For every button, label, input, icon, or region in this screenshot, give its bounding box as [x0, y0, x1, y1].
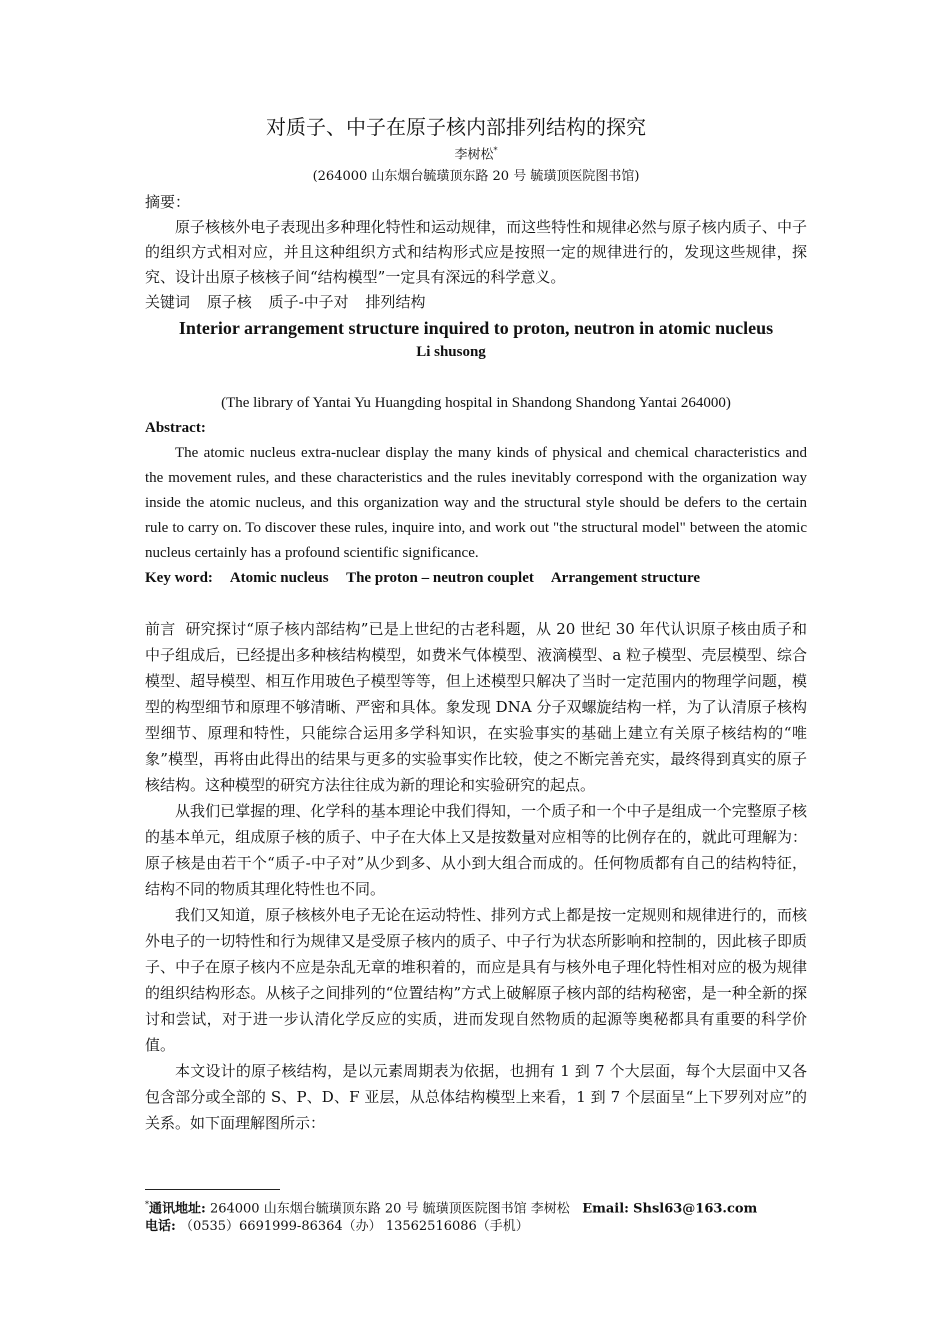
- footnote-divider: [145, 1189, 280, 1190]
- footnote-email: Shsl63@163.com: [633, 1201, 758, 1217]
- footnote: [145, 1196, 825, 1236]
- cn-abstract-label: 摘要：: [145, 193, 191, 212]
- cn-author: [145, 142, 807, 164]
- en-keyword: Arrangement structure: [550, 570, 701, 587]
- en-keywords: [145, 566, 807, 591]
- cn-keyword: 原子核: [206, 293, 252, 312]
- paper-page: [145, 112, 807, 1136]
- footnote-mark: *: [145, 1200, 149, 1209]
- footnote-phone: （0535）6691999-86364（办） 13562516086（手机）: [179, 1219, 529, 1235]
- cn-title: 对质子、中子在原子核内部排列结构的探究: [266, 115, 646, 139]
- footnote-phone-line: [145, 1218, 825, 1236]
- en-affiliation: (The library of Yantai Yu Huangding hospital in Shandong Shandong Yantai 264000): [221, 395, 731, 412]
- preface-text: 研究探讨“原子核内部结构”已是上世纪的古老科题，从 20 世纪 30 年代认识原子核由质子和中子组成后，已经提出多种核结构模型，如费米气体模型、液滴模型、a 粒子模型、壳层模型、综合模型、超导模型、相互作用玻色子模型等等，但上述模型只解决了当时一定范围内的物理学问题，模型的构型细节和原理不够清晰、严密和具体。象发现 DNA 分子双螺旋结构一样，为了认清原子核构型细节、原理和特性，只能综合运用多学科知识，在实验事实的基础上建立有关原子核结构的“唯象”模型，再将由此得出的结果与更多的实验事实作比较，使之不断完善充实，最终得到真实的原子核结构。这种模型的研究方法往往成为新的理论和实验研究的起点。: [145, 620, 807, 795]
- section-spacer: [145, 591, 807, 616]
- en-abstract-label: Abstract:: [145, 420, 206, 437]
- cn-keyword: 质子-中子对: [268, 293, 349, 312]
- en-author: Li shusong: [416, 344, 486, 361]
- footnote-address-label: 通讯地址:: [149, 1201, 206, 1217]
- cn-affiliation: (264000 山东烟台毓璜顶东路 20 号 毓璜顶医院图书馆): [312, 169, 640, 185]
- body-paragraph: 从我们已掌握的理、化学科的基本理论中我们得知，一个质子和一个中子是组成一个完整原子核的基本单元，组成原子核的质子、中子在大体上又是按数量对应相等的比例存在的，就此可理解为：原子核是由若干个“质子-中子对”从少到多、从小到大组合而成的。任何物质都有自己的结构特征，结构不同的物质其理化特性也不同。: [145, 802, 807, 899]
- cn-keywords: [145, 290, 807, 315]
- cn-keywords-label: 关键词: [145, 293, 191, 312]
- footnote-address: 264000 山东烟台毓璜顶东路 20 号 毓璜顶医院图书馆 李树松: [209, 1201, 570, 1217]
- footnote-address-line: [145, 1196, 825, 1218]
- en-abstract: The atomic nucleus extra-nuclear display the many kinds of physical and chemical characteristics and the movement rules, and these characteristics and the rules inevitably correspond with the organization way inside the atomic nucleus, and this organization way and the structural style should be defers to the certain rule to carry on. To discover these rules, inquire into, and work out "the structural model" between the atomic nucleus certainly has a profound scientific significance.: [145, 445, 807, 562]
- footnote-phone-label: 电话:: [145, 1219, 176, 1235]
- body-paragraph: 我们又知道，原子核核外电子无论在运动特性、排列方式上都是按一定规则和规律进行的，而核外电子的一切特性和行为规律又是受原子核内的质子、中子行为状态所影响和控制的，因此核子即质子、中子在原子核内不应是杂乱无章的堆积着的，而应是具有与核外电子理化特性相对应的极为规律的组织结构形态。从核子之间排列的“位置结构”方式上破解原子核内部的结构秘密，是一种全新的探讨和尝试，对于进一步认清化学反应的实质，进而发现自然物质的起源等奥秘都具有重要的科学价值。: [145, 906, 807, 1055]
- preface-label: 前言: [145, 620, 176, 639]
- cn-author-name: 李树松: [454, 147, 494, 163]
- cn-author-mark: *: [493, 146, 498, 155]
- en-keywords-label: Key word:: [145, 570, 213, 587]
- cn-abstract: 原子核核外电子表现出多种理化特性和运动规律，而这些特性和规律必然与原子核内质子、中子的组织方式相对应，并且这种组织方式和结构形式应是按照一定的规律进行的，发现这些规律，探究、设计出原子核核子间“结构模型”一定具有深远的科学意义。: [145, 218, 807, 287]
- en-keyword: The proton – neutron couplet: [346, 570, 534, 587]
- footnote-email-label: Email:: [582, 1201, 629, 1217]
- en-title: Interior arrangement structure inquired to proton, neutron in atomic nucleus: [178, 318, 774, 339]
- en-keyword: Atomic nucleus: [229, 570, 329, 587]
- body-paragraph: 本文设计的原子核结构，是以元素周期表为依据，也拥有 1 到 7 个大层面，每个大层面中又各包含部分或全部的 S、P、D、F 亚层，从总体结构模型上来看，1 到 7 个层面呈“上下罗列对应”的关系。如下面理解图所示：: [145, 1062, 807, 1133]
- body-paragraph-preface: [145, 616, 807, 798]
- cn-keyword: 排列结构: [365, 293, 426, 312]
